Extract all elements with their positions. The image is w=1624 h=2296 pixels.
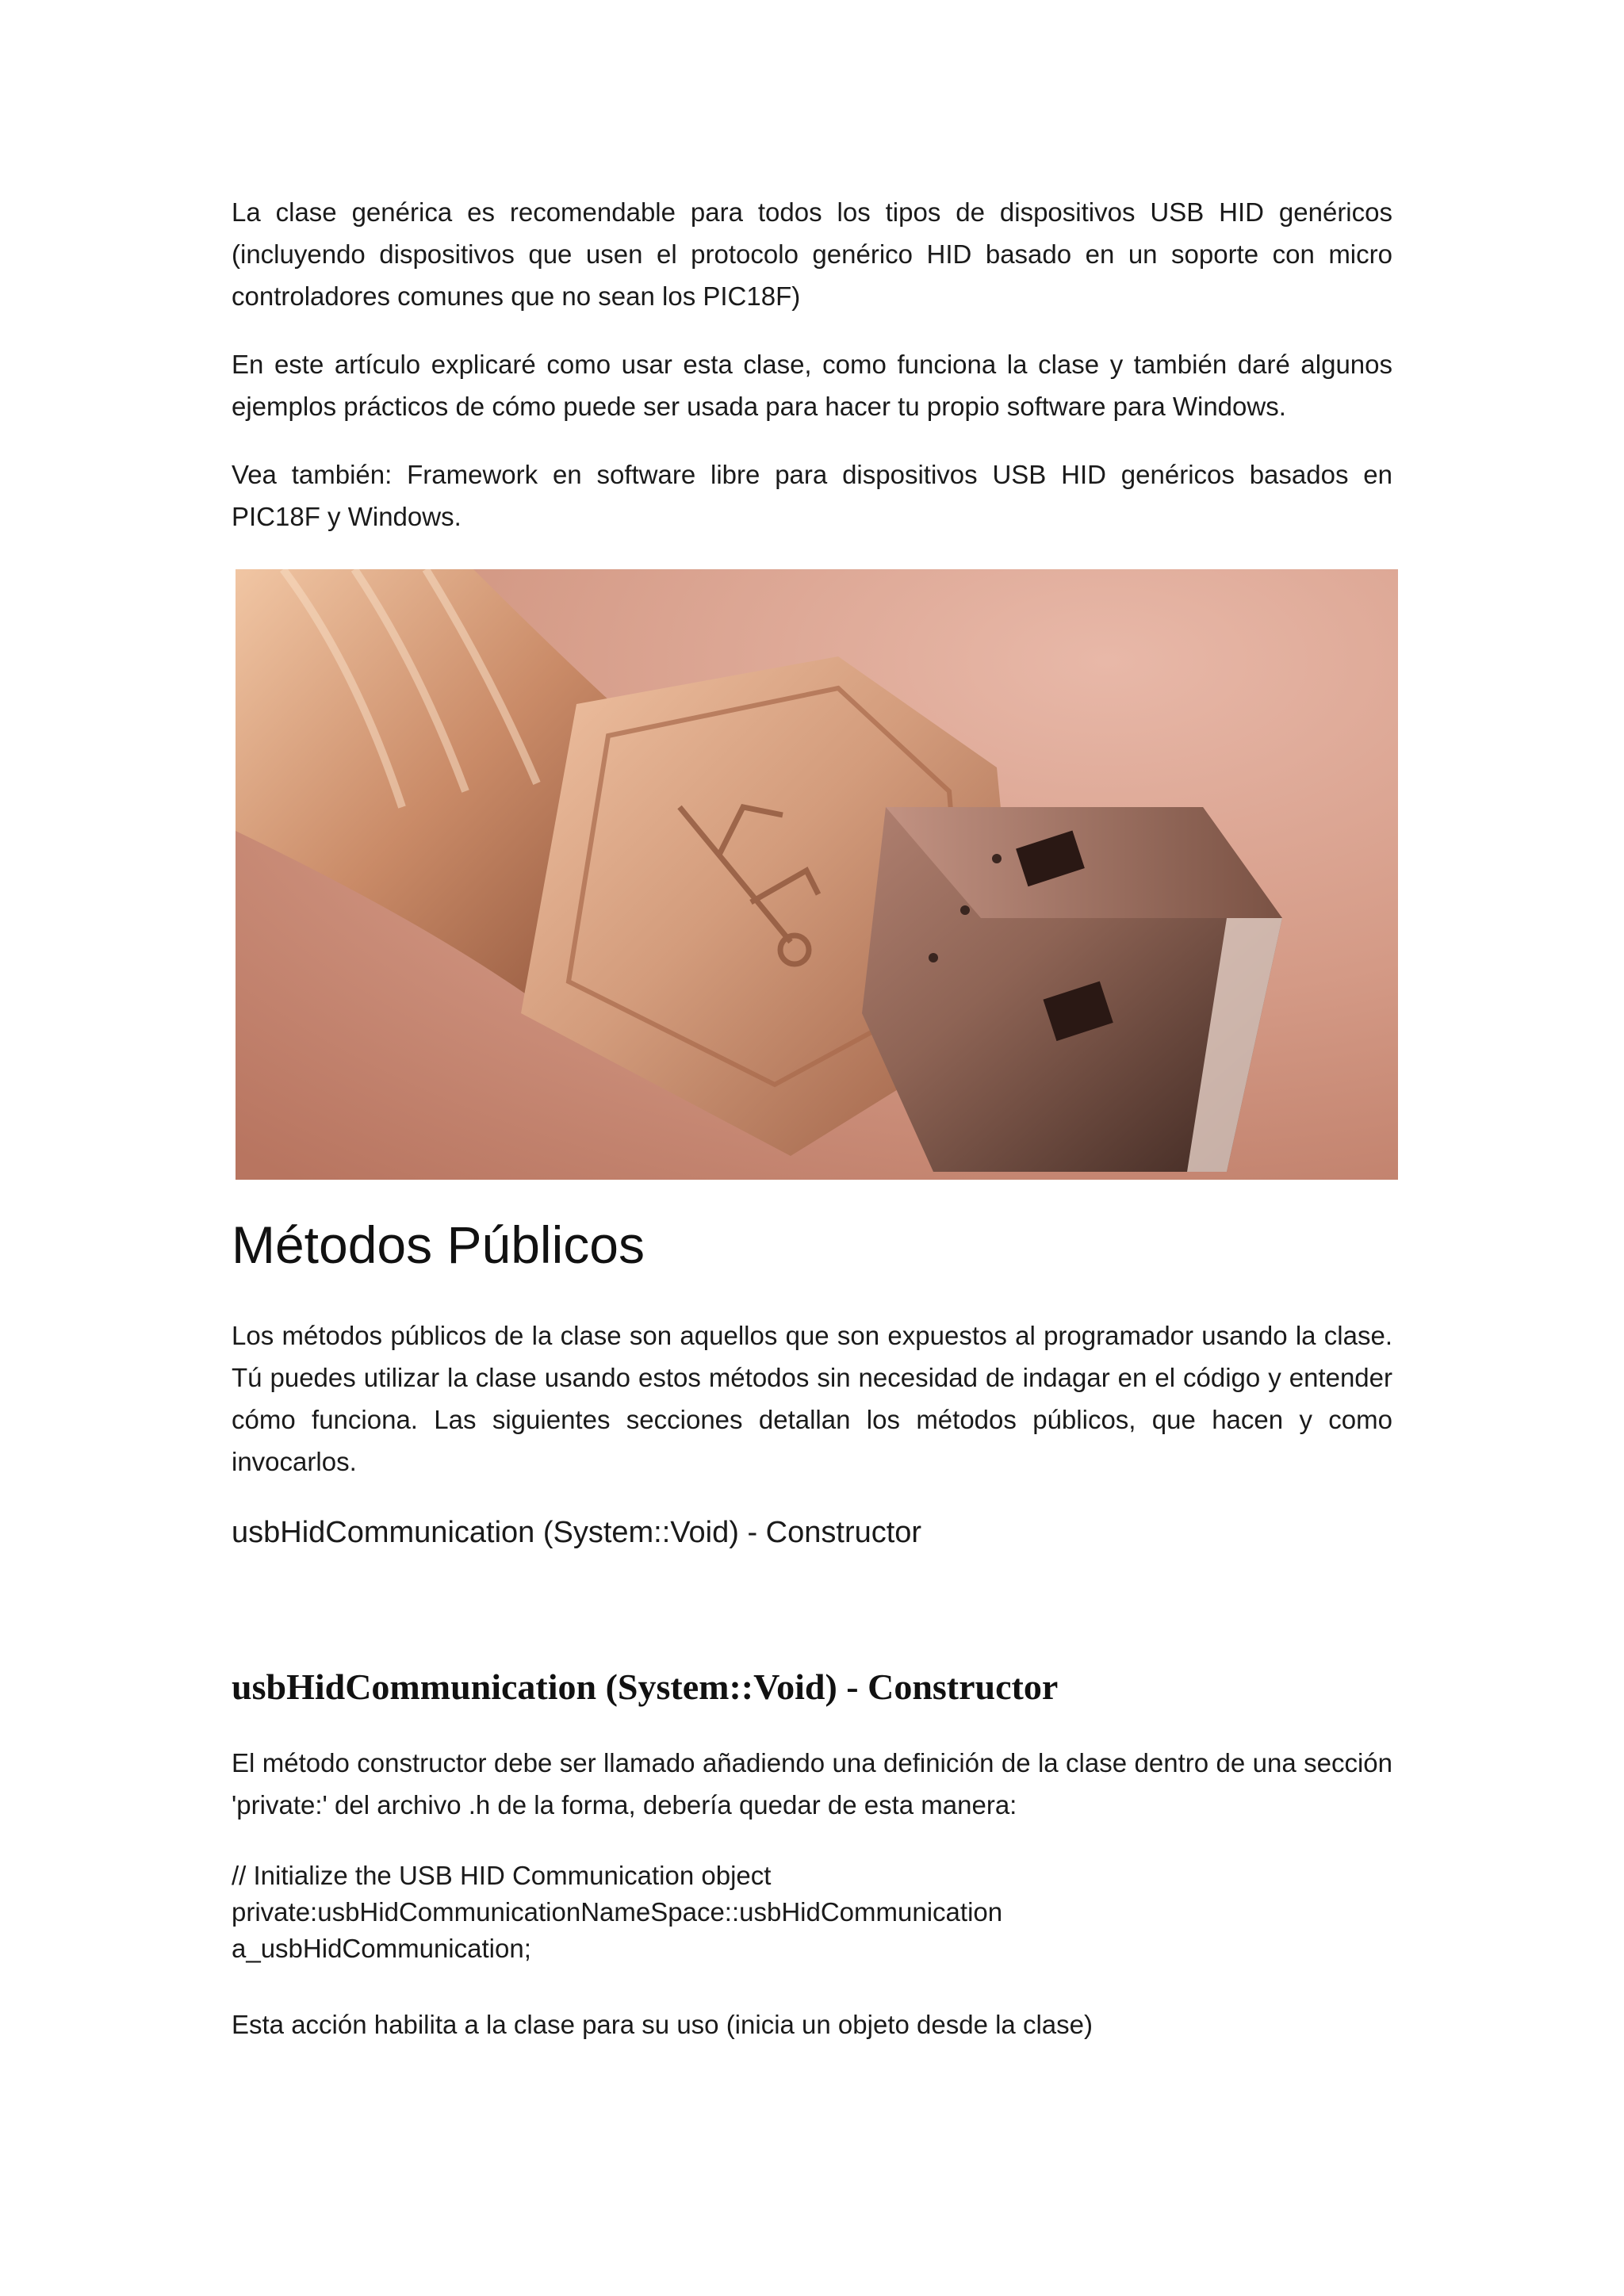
code-line: a_usbHidCommunication;: [232, 1934, 531, 1963]
public-methods-heading: Métodos Públicos: [232, 1215, 645, 1274]
intro-paragraph: La clase genérica es recomendable para todos los tipos de dispositivos USB HID genéricos (incluyendo dispositivos que usen el protocolo genérico HID basado en un soporte con micro controladores comunes que no sean los PIC18F): [232, 197, 1392, 311]
article-paragraph: En este artículo explicaré como usar esta clase, como funciona la clase y también daré algunos ejemplos prácticos de cómo puede ser usada para hacer tu propio software para Windows.: [232, 350, 1392, 421]
footer-paragraph: Esta acción habilita a la clase para su uso (inicia un objeto desde la clase): [232, 2010, 1093, 2039]
constructor-toc-entry: usbHidCommunication (System::Void) - Constructor: [232, 1516, 922, 1549]
constructor-heading: usbHidCommunication (System::Void) - Constructor: [232, 1667, 1059, 1707]
see-also-paragraph: Vea también: Framework en software libre para dispositivos USB HID genéricos basados en PIC18F y Windows.: [232, 460, 1392, 531]
public-methods-paragraph: Los métodos públicos de la clase son aquellos que son expuestos al programador usando la clase. Tú puedes utilizar la clase usando estos métodos sin necesidad de indagar en el código y entender cómo funciona. Las siguientes secciones detallan los métodos públicos, que hacen y como invocarlos.: [232, 1321, 1392, 1476]
code-line: // Initialize the USB HID Communication object: [232, 1861, 772, 1890]
code-block: [232, 1858, 1392, 1967]
code-line: private:usbHidCommunicationNameSpace::usbHidCommunication: [232, 1897, 1003, 1927]
constructor-paragraph: El método constructor debe ser llamado añadiendo una definición de la clase dentro de una sección 'private:' del archivo .h de la forma, debería quedar de esta manera:: [232, 1748, 1392, 1820]
usb-connector-photo: [236, 569, 1398, 1180]
